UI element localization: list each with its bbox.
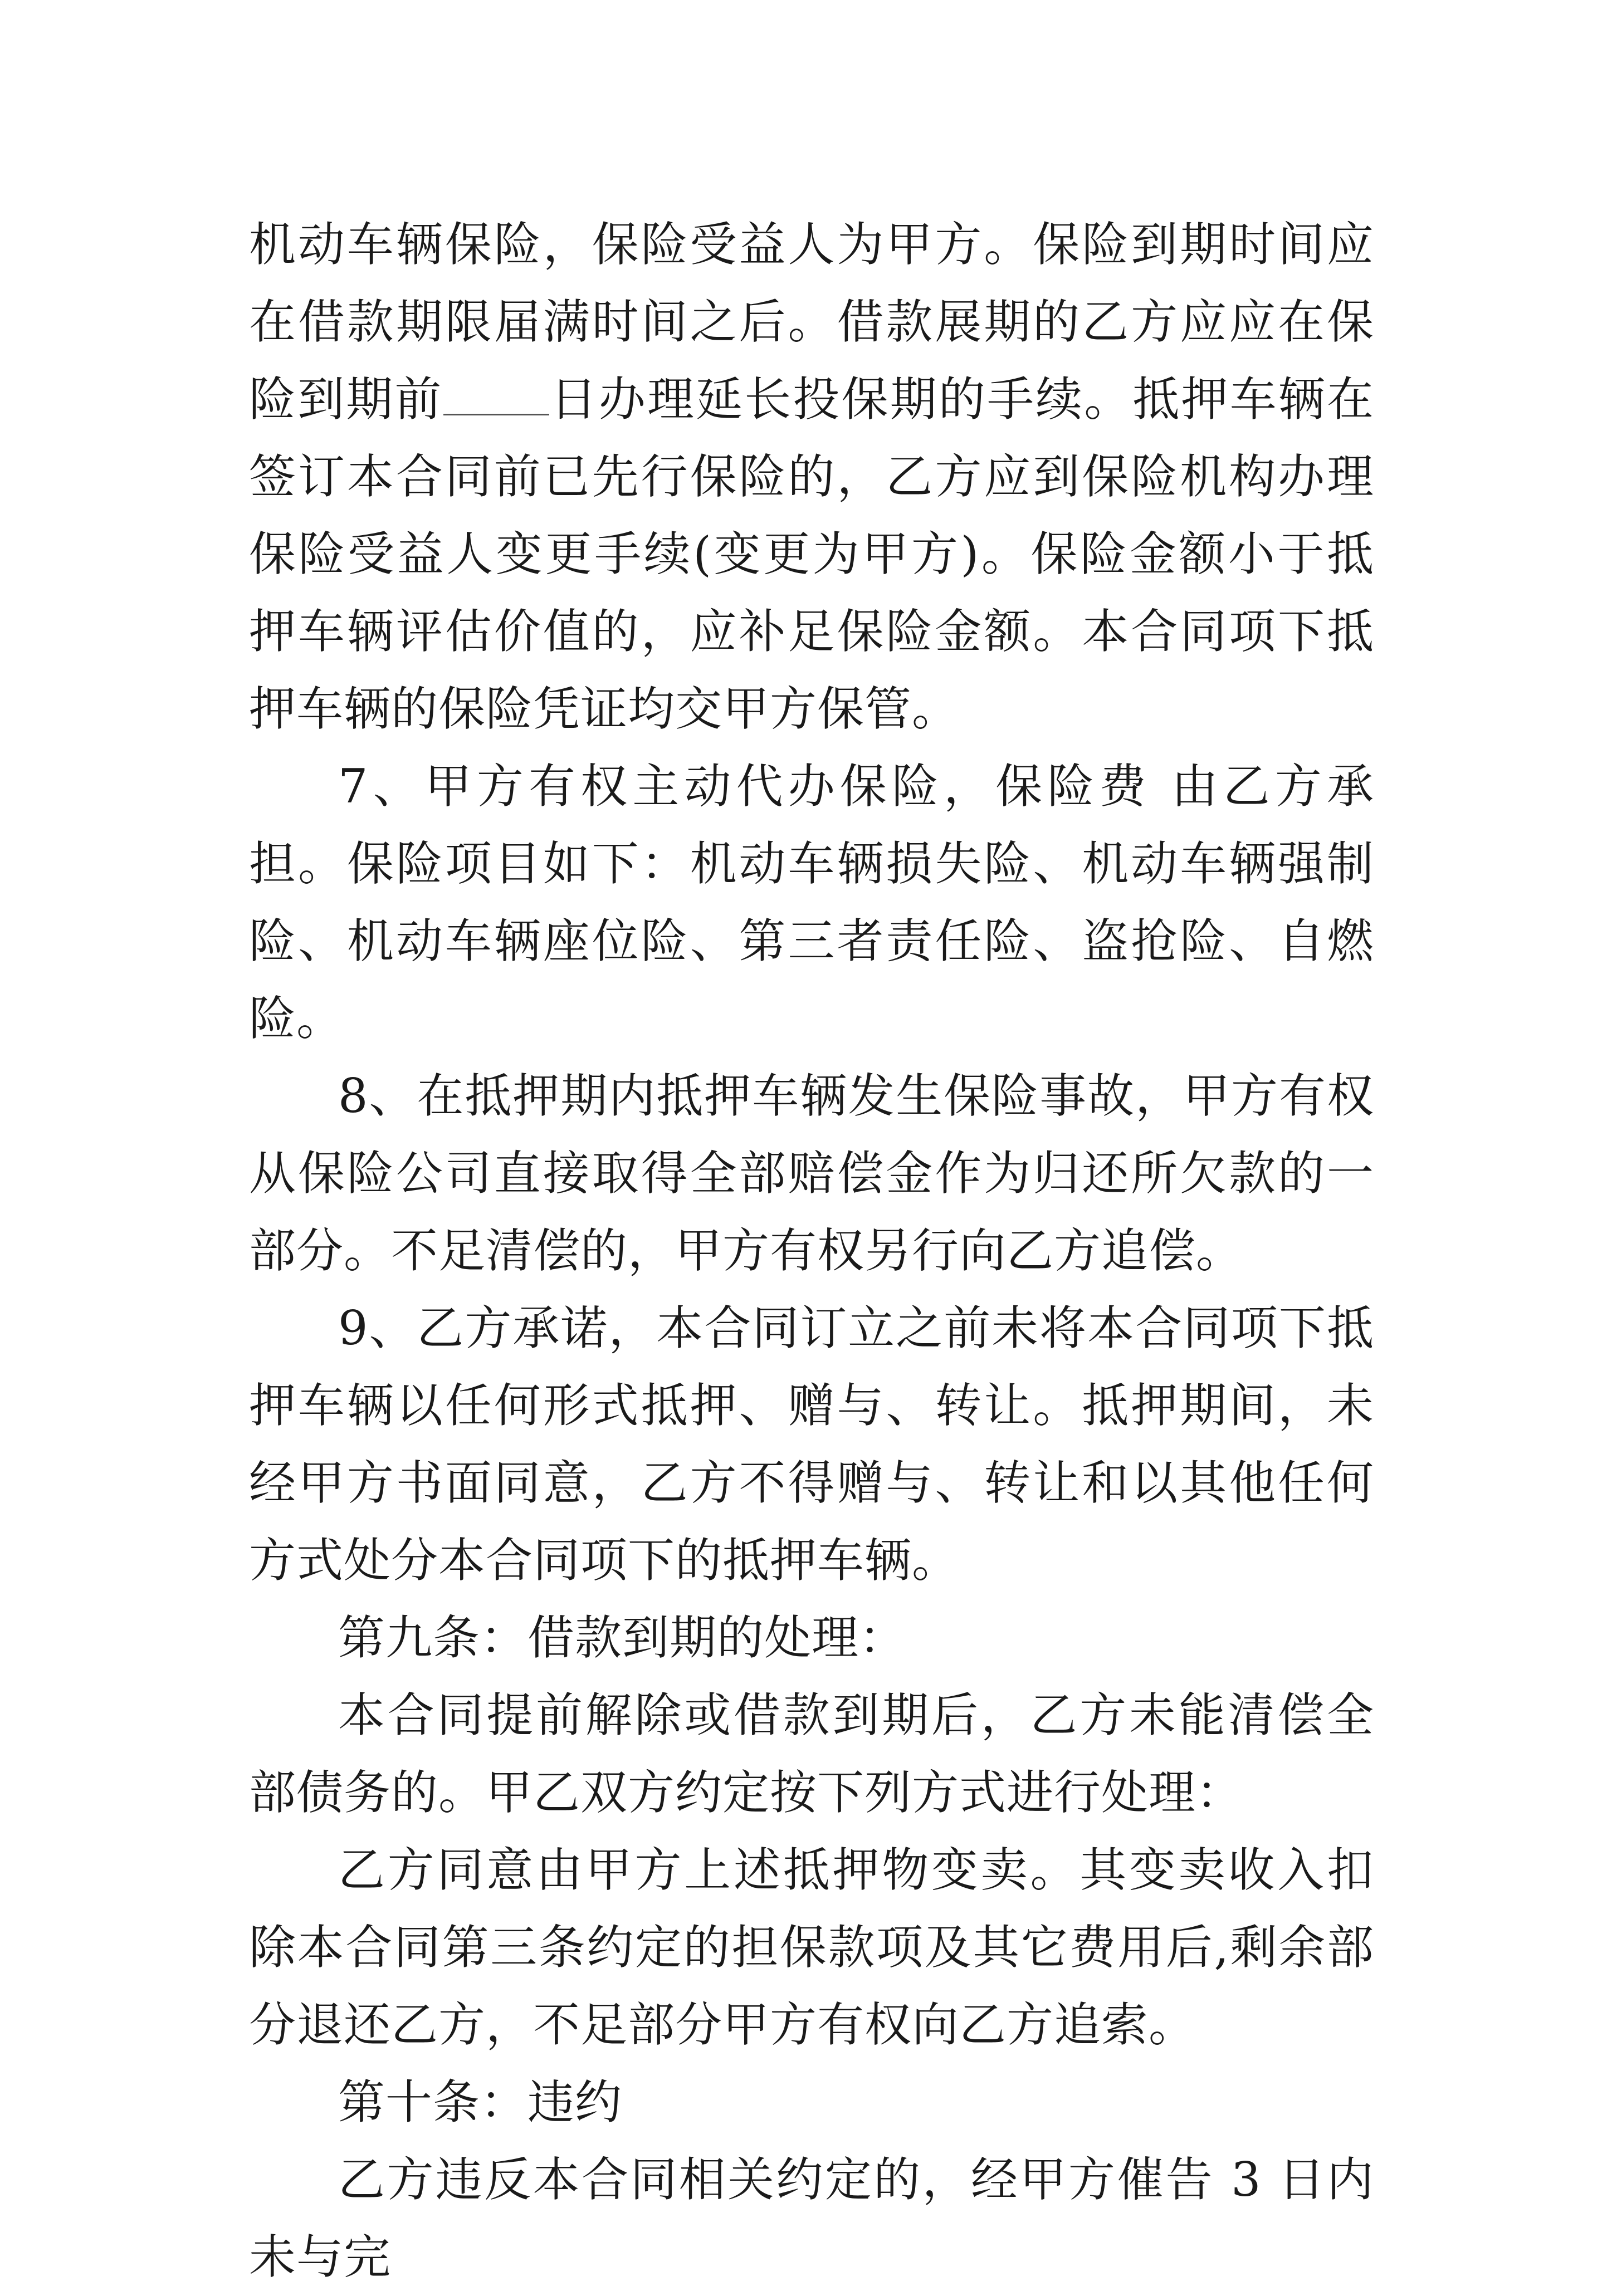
paragraph-text: 机动车辆保险，保险受益人为甲方。保险到期时间应在借款期限届满时间之后。借款展期的乙方应应在保险到期前 [249, 217, 1374, 427]
article-10-heading: 第十条：违约 [338, 2075, 623, 2129]
article-9-paragraph-1: 本合同提前解除或借款到期后，乙方未能清偿全部债务的。甲乙双方约定按下列方式进行处理： [249, 1688, 1374, 1820]
paragraph-text: 日办理延长投保期的手续。抵押车辆在签订本合同前已先行保险的，乙方应到保险机构办理保险受益人变更手续(变更为甲方)。保险金额小于抵押车辆评估价值的，应补足保险金额。本合同项下抵押车辆的保险凭证均交甲方保管。 [249, 372, 1374, 736]
fill-in-blank [443, 367, 549, 415]
contract-text [249, 206, 1374, 2296]
clause-8: 8、在抵押期内抵押车辆发生保险事故，甲方有权从保险公司直接取得全部赔偿金作为归还所欠款的一部分。不足清偿的，甲方有权另行向乙方追偿。 [249, 1069, 1374, 1278]
clause-7: 7、甲方有权主动代办保险，保险费 由乙方承担。保险项目如下：机动车辆损失险、机动车辆强制险、机动车辆座位险、第三者责任险、盗抢险、自燃险。 [249, 759, 1374, 1046]
article-10-paragraph-1: 乙方违反本合同相关约定的，经甲方催告 3 日内未与完 [249, 2152, 1374, 2284]
article-9-heading: 第九条：借款到期的处理： [338, 1610, 907, 1665]
article-9-paragraph-2: 乙方同意由甲方上述抵押物变卖。其变卖收入扣除本合同第三条约定的担保款项及其它费用后,剩余部分退还乙方，不足部分甲方有权向乙方追索。 [249, 1843, 1374, 2052]
paragraph-insurance-beneficiary [249, 206, 1374, 748]
clause-9: 9、乙方承诺，本合同订立之前未将本合同项下抵押车辆以任何形式抵押、赠与、转让。抵押期间，未经甲方书面同意，乙方不得赠与、转让和以其他任何方式处分本合同项下的抵押车辆。 [249, 1301, 1374, 1588]
